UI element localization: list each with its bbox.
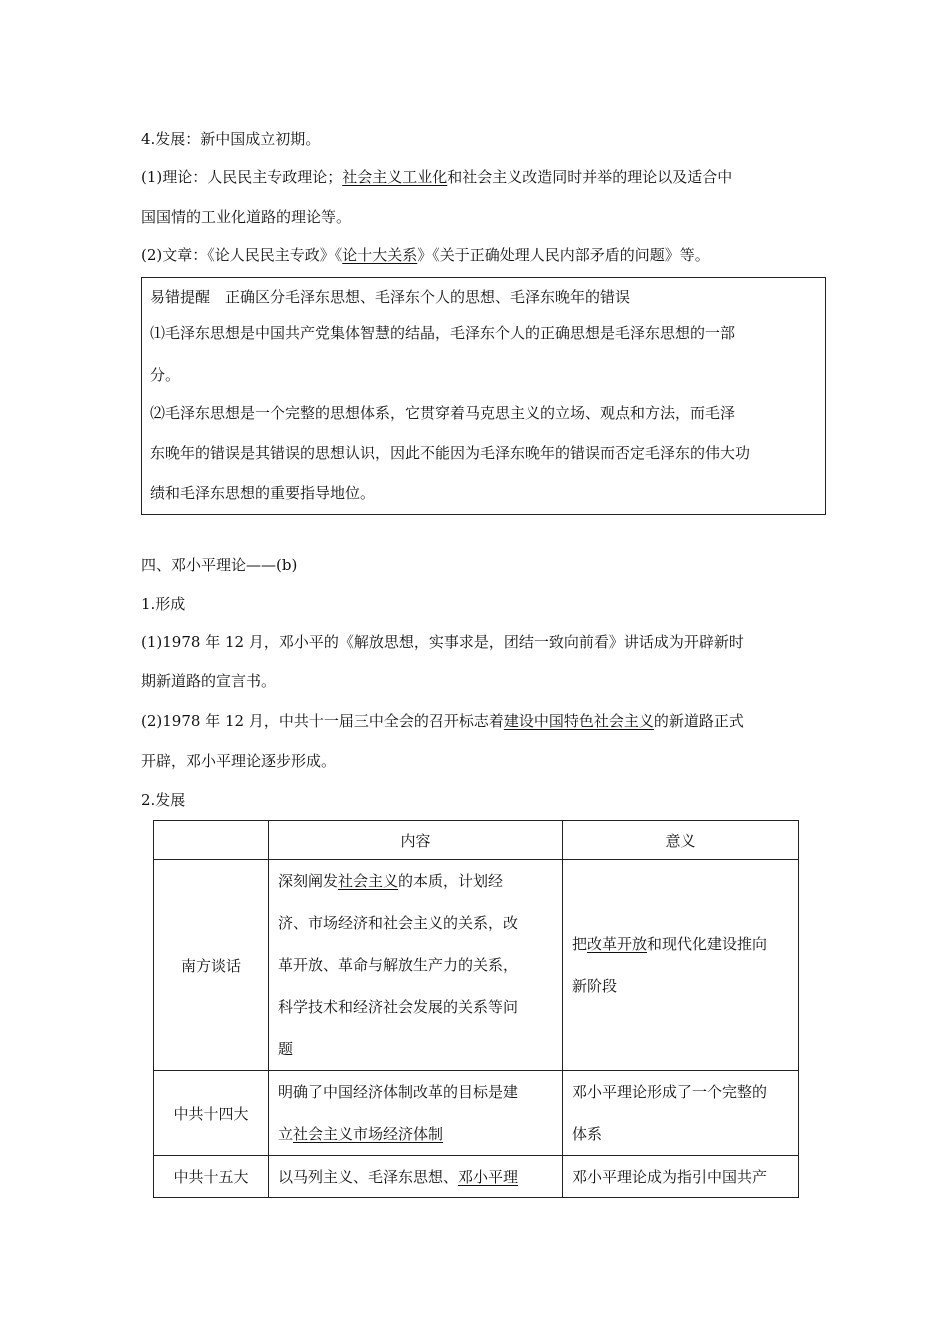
- content-underlined: 邓小平理: [458, 1168, 519, 1186]
- row-meaning: [563, 1071, 799, 1156]
- theory-text-post: 和社会主义改造同时并举的理论以及适合中: [447, 168, 733, 186]
- articles-text-post: 》《关于正确处理人民内部矛盾的问题》等。: [417, 246, 710, 264]
- articles-text: (2)文章：《论人民民主专政》《: [141, 246, 343, 264]
- reminder-p1-line2: 分。: [150, 366, 181, 384]
- content-line: [278, 1113, 553, 1155]
- content-text: 深刻阐发: [278, 872, 339, 890]
- theory-text: (1)理论：人民民主专政理论；: [141, 168, 343, 186]
- content-text-post: 的本质，计划经: [398, 872, 504, 890]
- formation-2-line1: [141, 710, 744, 731]
- formation-2-text-post: 的新道路正式: [653, 712, 744, 730]
- articles-underlined: 论十大关系: [342, 246, 418, 264]
- formation-2-line2: 开辟，邓小平理论逐步形成。: [141, 752, 337, 770]
- table-header-empty: [154, 821, 269, 860]
- meaning-text: 把: [572, 935, 588, 953]
- formation-2-text: (2)1978 年 12 月，中共十一届三中全会的召开标志着: [141, 712, 504, 730]
- content-line: [278, 860, 553, 902]
- articles-line: [141, 244, 710, 265]
- meaning-line: 邓小平理论形成了一个完整的: [572, 1083, 768, 1101]
- section-dev-title: 4.发展：新中国成立初期。: [141, 130, 321, 148]
- development-table: [153, 820, 799, 1198]
- content-line: 明确了中国经济体制改革的目标是建: [278, 1083, 519, 1101]
- content-text: 立: [278, 1125, 294, 1143]
- section4-title: 四、邓小平理论——(b): [141, 556, 298, 574]
- row-label: 南方谈话: [154, 860, 269, 1071]
- content-line: 题: [278, 1040, 294, 1058]
- row-content: [269, 1071, 563, 1156]
- theory-line: [141, 166, 732, 187]
- formation-title: 1.形成: [141, 595, 186, 613]
- content-line: 革开放、革命与解放生产力的关系，: [278, 956, 519, 974]
- content-text: 以马列主义、毛泽东思想、: [278, 1168, 459, 1186]
- meaning-line: 新阶段: [572, 977, 618, 995]
- row-content: [269, 860, 563, 1071]
- formation-2-underlined: 建设中国特色社会主义: [503, 712, 654, 730]
- table-row: [154, 860, 799, 1071]
- table-header-content: 内容: [269, 821, 563, 860]
- reminder-p2-line3: 绩和毛泽东思想的重要指导地位。: [150, 484, 376, 502]
- meaning-text-post: 和现代化建设推向: [647, 935, 768, 953]
- content-underlined: 社会主义: [338, 872, 399, 890]
- row-meaning: [563, 860, 799, 1071]
- reminder-p2-line2: 东晚年的错误是其错误的思想认识，因此不能因为毛泽东晚年的错误而否定毛泽东的伟大功: [150, 444, 751, 462]
- table-header-meaning: 意义: [563, 821, 799, 860]
- row-label: 中共十四大: [154, 1071, 269, 1156]
- table-row: [154, 1156, 799, 1198]
- row-meaning: 邓小平理论成为指引中国共产: [563, 1156, 799, 1198]
- meaning-underlined: 改革开放: [587, 935, 648, 953]
- content-line: 济、市场经济和社会主义的关系，改: [278, 914, 519, 932]
- table-row: [154, 1071, 799, 1156]
- meaning-line: 体系: [572, 1125, 603, 1143]
- row-label: 中共十五大: [154, 1156, 269, 1198]
- row-content: [269, 1156, 563, 1198]
- content-line: 科学技术和经济社会发展的关系等问: [278, 998, 519, 1016]
- reminder-p2-line1: ⑵毛泽东思想是一个完整的思想体系，它贯穿着马克思主义的立场、观点和方法，而毛泽: [150, 404, 736, 422]
- reminder-box: [141, 277, 826, 515]
- meaning-line: [572, 923, 789, 965]
- theory-line-2: 国国情的工业化道路的理论等。: [141, 208, 352, 226]
- table-header-row: [154, 821, 799, 860]
- content-underlined: 社会主义市场经济体制: [293, 1125, 444, 1143]
- theory-underlined: 社会主义工业化: [342, 168, 448, 186]
- development-title: 2.发展: [141, 791, 186, 809]
- reminder-heading: 易错提醒 正确区分毛泽东思想、毛泽东个人的思想、毛泽东晚年的错误: [150, 288, 631, 306]
- reminder-p1-line1: ⑴毛泽东思想是中国共产党集体智慧的结晶，毛泽东个人的正确思想是毛泽东思想的一部: [150, 324, 736, 342]
- formation-1-line1: (1)1978 年 12 月，邓小平的《解放思想，实事求是，团结一致向前看》讲话成为开辟新时: [141, 633, 744, 651]
- formation-1-line2: 期新道路的宣言书。: [141, 672, 277, 690]
